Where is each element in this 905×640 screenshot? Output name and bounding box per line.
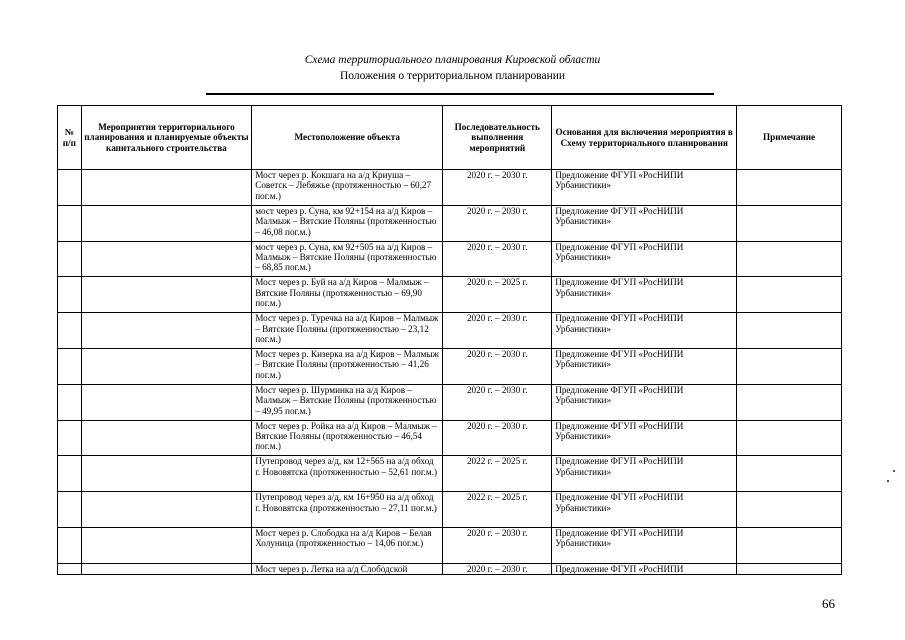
basis-cell: Предложение ФГУП «РосНИПИ Урбанистики» bbox=[552, 348, 737, 384]
number-cell bbox=[58, 420, 82, 456]
location-cell: Путепровод через а/д, км 16+950 на а/д обход г. Нововятска (протяженностью – 27,11 пог.м.) bbox=[252, 492, 443, 528]
number-cell bbox=[58, 492, 82, 528]
event-cell bbox=[81, 456, 252, 492]
table-row bbox=[58, 456, 842, 492]
event-cell bbox=[81, 277, 252, 313]
header-location: Местоположение объекта bbox=[252, 106, 443, 170]
event-cell bbox=[81, 348, 252, 384]
number-cell bbox=[58, 241, 82, 277]
table-body bbox=[58, 170, 842, 575]
note-cell bbox=[737, 348, 842, 384]
note-cell bbox=[737, 277, 842, 313]
number-cell bbox=[58, 348, 82, 384]
location-cell: Мост через р. Шурминка на а/д Киров – Малмыж – Вятские Поляны (протяженностью – 49,95 пог.м.) bbox=[252, 384, 443, 420]
number-cell bbox=[58, 527, 82, 563]
note-cell bbox=[737, 527, 842, 563]
basis-cell: Предложение ФГУП «РосНИПИ Урбанистики» bbox=[552, 205, 737, 241]
table-row-partial bbox=[58, 563, 842, 574]
header-event: Мероприятия территориального планирования и планируемые объекты капитального строительства bbox=[81, 106, 252, 170]
location-cell: Мост через р. Кокшага на а/д Криуша – Советск – Лебяжье (протяженностью – 60,27 пог.м.) bbox=[252, 170, 443, 206]
number-cell bbox=[58, 205, 82, 241]
event-cell bbox=[81, 563, 252, 574]
location-cell: Мост через р. Кизерка на а/д Киров – Малмыж – Вятские Поляны (протяженностью – 41,26 пог.м.) bbox=[252, 348, 443, 384]
sequence-cell: 2022 г. – 2025 г. bbox=[443, 456, 552, 492]
sequence-cell: 2020 г. – 2030 г. bbox=[443, 384, 552, 420]
table-row bbox=[58, 313, 842, 349]
event-cell bbox=[81, 170, 252, 206]
basis-cell: Предложение ФГУП «РосНИПИ bbox=[552, 563, 737, 574]
sequence-cell: 2020 г. – 2030 г. bbox=[443, 527, 552, 563]
note-cell bbox=[737, 313, 842, 349]
number-cell bbox=[58, 170, 82, 206]
document-subtitle: Положения о территориальном планировании bbox=[339, 70, 566, 82]
location-cell: Путепровод через а/д, км 12+565 на а/д обход г. Нововятска (протяженностью – 52,61 пог.м.) bbox=[252, 456, 443, 492]
table-row bbox=[58, 384, 842, 420]
location-cell: Мост через р. Туречка на а/д Киров – Малмыж – Вятские Поляны (протяженностью – 23,12 пог.м.) bbox=[252, 313, 443, 349]
scan-artifact bbox=[893, 470, 895, 472]
note-cell bbox=[737, 170, 842, 206]
note-cell bbox=[737, 492, 842, 528]
event-cell bbox=[81, 205, 252, 241]
sequence-cell: 2020 г. – 2030 г. bbox=[443, 420, 552, 456]
location-cell: мост через р. Суна, км 92+505 на а/д Киров – Малмыж – Вятские Поляны (протяженностью – 68,85 пог.м.) bbox=[252, 241, 443, 277]
basis-cell: Предложение ФГУП «РосНИПИ Урбанистики» bbox=[552, 456, 737, 492]
planning-table bbox=[57, 105, 842, 575]
table-row bbox=[58, 527, 842, 563]
sequence-cell: 2020 г. – 2030 г. bbox=[443, 348, 552, 384]
header-divider bbox=[206, 93, 714, 95]
table-row bbox=[58, 420, 842, 456]
table-row bbox=[58, 277, 842, 313]
location-cell: Мост через р. Буй на а/д Киров – Малмыж – Вятские Поляны (протяженностью – 69,90 пог.м.) bbox=[252, 277, 443, 313]
note-cell bbox=[737, 456, 842, 492]
sequence-cell: 2020 г. – 2025 г. bbox=[443, 277, 552, 313]
basis-cell: Предложение ФГУП «РосНИПИ Урбанистики» bbox=[552, 492, 737, 528]
note-cell bbox=[737, 384, 842, 420]
location-cell: Мост через р. Летка на а/д Слободской bbox=[252, 563, 443, 574]
table-row bbox=[58, 241, 842, 277]
header-basis: Основания для включения мероприятия в Схему территориального планирования bbox=[552, 106, 737, 170]
sequence-cell: 2020 г. – 2030 г. bbox=[443, 205, 552, 241]
note-cell bbox=[737, 241, 842, 277]
number-cell bbox=[58, 563, 82, 574]
number-cell bbox=[58, 456, 82, 492]
sequence-cell: 2020 г. – 2030 г. bbox=[443, 313, 552, 349]
document-title: Схема территориального планирования Кировской области bbox=[304, 54, 601, 66]
note-cell bbox=[737, 205, 842, 241]
event-cell bbox=[81, 527, 252, 563]
header-note: Примечание bbox=[737, 106, 842, 170]
basis-cell: Предложение ФГУП «РосНИПИ Урбанистики» bbox=[552, 527, 737, 563]
sequence-cell: 2020 г. – 2030 г. bbox=[443, 563, 552, 574]
table-row bbox=[58, 205, 842, 241]
note-cell bbox=[737, 563, 842, 574]
number-cell bbox=[58, 313, 82, 349]
event-cell bbox=[81, 384, 252, 420]
event-cell bbox=[81, 492, 252, 528]
event-cell bbox=[81, 420, 252, 456]
sequence-cell: 2020 г. – 2030 г. bbox=[443, 241, 552, 277]
basis-cell: Предложение ФГУП «РосНИПИ Урбанистики» bbox=[552, 384, 737, 420]
event-cell bbox=[81, 313, 252, 349]
sequence-cell: 2022 г. – 2025 г. bbox=[443, 492, 552, 528]
number-cell bbox=[58, 277, 82, 313]
basis-cell: Предложение ФГУП «РосНИПИ Урбанистики» bbox=[552, 170, 737, 206]
table-header-row bbox=[58, 106, 842, 170]
location-cell: мост через р. Суна, км 92+154 на а/д Киров – Малмыж – Вятские Поляны (протяженностью – 46,08 пог.м.) bbox=[252, 205, 443, 241]
sequence-cell: 2020 г. – 2030 г. bbox=[443, 170, 552, 206]
basis-cell: Предложение ФГУП «РосНИПИ Урбанистики» bbox=[552, 313, 737, 349]
scan-artifact bbox=[887, 480, 889, 482]
location-cell: Мост через р. Ройка на а/д Киров – Малмыж – Вятские Поляны (протяженностью – 46,54 пог.м.) bbox=[252, 420, 443, 456]
header-sequence: Последовательность выполнения мероприятий bbox=[443, 106, 552, 170]
page-number: 66 bbox=[822, 596, 835, 611]
note-cell bbox=[737, 420, 842, 456]
table-row bbox=[58, 348, 842, 384]
basis-cell: Предложение ФГУП «РосНИПИ Урбанистики» bbox=[552, 241, 737, 277]
header-number: № п/п bbox=[58, 106, 82, 170]
number-cell bbox=[58, 384, 82, 420]
event-cell bbox=[81, 241, 252, 277]
table-row bbox=[58, 170, 842, 206]
basis-cell: Предложение ФГУП «РосНИПИ Урбанистики» bbox=[552, 420, 737, 456]
basis-cell: Предложение ФГУП «РосНИПИ Урбанистики» bbox=[552, 277, 737, 313]
table-row bbox=[58, 492, 842, 528]
location-cell: Мост через р. Слободка на а/д Киров – Белая Холуница (протяженностью – 14,06 пог.м.) bbox=[252, 527, 443, 563]
